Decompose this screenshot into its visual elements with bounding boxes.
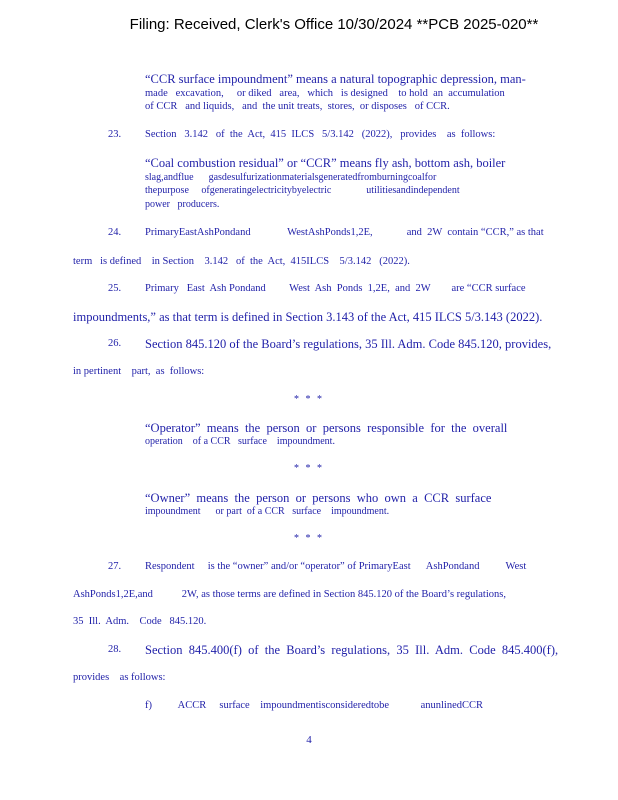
operator-def-line1: “Operator” means the person or persons responsible for the overall bbox=[145, 421, 508, 435]
ellipsis-stars-1: * * * bbox=[294, 394, 324, 405]
para-25-text: Primary East Ash Pondand West Ash Ponds 1,2E, and 2W are “CCR surface bbox=[145, 283, 526, 294]
owner-def-line2: impoundment or part of a CCR surface impoundment. bbox=[145, 506, 390, 517]
owner-def-line1: “Owner” means the person or persons who own a CCR surface bbox=[145, 491, 492, 505]
para-28-text: Section 845.400(f) of the Board’s regulations, 35 Ill. Adm. Code 845.400(f), bbox=[145, 643, 559, 657]
ccr-def-line2: made excavation, or diked area, which is designed to hold an accumulation bbox=[145, 88, 505, 99]
para-23-text: Section 3.142 of the Act, 415 ILCS 5/3.142 (2022), provides as follows: bbox=[145, 129, 496, 140]
ccr-quote-line3: thepurpose ofgeneratingelectricitybyelectric utilitiesandindependent bbox=[145, 185, 460, 196]
para-24-number: 24. bbox=[108, 227, 122, 238]
para-27-continuation-1: AshPonds1,2E,and 2W, as those terms are defined in Section 845.120 of the Board’s regulations, bbox=[73, 589, 506, 600]
page-number: 4 bbox=[306, 734, 312, 746]
ccr-def-line1: “CCR surface impoundment” means a natural topographic depression, man- bbox=[145, 72, 526, 86]
para-26-text: Section 845.120 of the Board’s regulations, 35 Ill. Adm. Code 845.120, provides, bbox=[145, 337, 552, 351]
para-26-number: 26. bbox=[108, 338, 122, 349]
operator-def-line2: operation of a CCR surface impoundment. bbox=[145, 436, 335, 447]
para-28-number: 28. bbox=[108, 644, 122, 655]
ccr-def-line3: of CCR and liquids, and the unit treats, stores, or disposes of CCR. bbox=[145, 101, 450, 112]
para-28-continuation: provides as follows: bbox=[73, 672, 166, 683]
para-24-text: PrimaryEastAshPondand WestAshPonds1,2E, and 2W contain “CCR,” as that bbox=[145, 227, 544, 238]
para-27-continuation-2: 35 Ill. Adm. Code 845.120. bbox=[73, 616, 207, 627]
ccr-quote-line1: “Coal combustion residual” or “CCR” means fly ash, bottom ash, boiler bbox=[145, 156, 506, 170]
para-23-number: 23. bbox=[108, 129, 122, 140]
ellipsis-stars-3: * * * bbox=[294, 533, 324, 544]
ccr-quote-line2: slag,andflue gasdesulfurizationmaterialsgeneratedfromburningcoalfor bbox=[145, 172, 437, 183]
para-25-number: 25. bbox=[108, 283, 122, 294]
filing-header: Filing: Received, Clerk's Office 10/30/2024 **PCB 2025-020** bbox=[129, 16, 539, 33]
para-25-continuation: impoundments,” as that term is defined in Section 3.143 of the Act, 415 ILCS 5/3.143 (2022). bbox=[73, 310, 543, 324]
para-28-subsection-f: f) ACCR surface impoundmentisconsideredtobe anunlinedCCR bbox=[145, 700, 483, 711]
para-26-continuation: in pertinent part, as follows: bbox=[73, 366, 205, 377]
para-27-number: 27. bbox=[108, 561, 122, 572]
para-24-continuation: term is defined in Section 3.142 of the Act, 415ILCS 5/3.142 (2022). bbox=[73, 256, 410, 267]
ccr-quote-line4: power producers. bbox=[145, 199, 220, 210]
ellipsis-stars-2: * * * bbox=[294, 463, 324, 474]
para-27-text: Respondent is the “owner” and/or “operator” of PrimaryEast AshPondand West bbox=[145, 561, 527, 572]
